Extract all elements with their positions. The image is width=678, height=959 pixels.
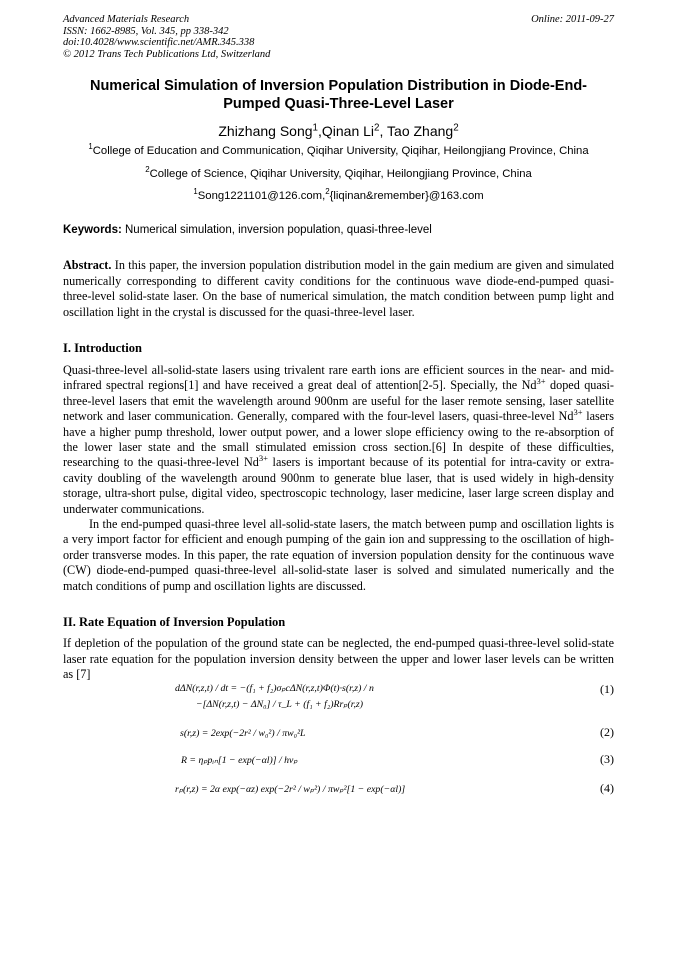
email-2: {liqinan&remember}@163.com — [329, 190, 484, 203]
email-1: Song1221101@126.com, — [197, 190, 326, 203]
equation-1-number: (1) — [600, 682, 614, 697]
author-2: ,Qinan Li — [318, 123, 375, 140]
equation-3-number: (3) — [600, 752, 614, 767]
equation-2: s(r,z) = 2exp(−2r² / w₀²) / πw₀²L — [180, 728, 306, 740]
paper-page — [63, 14, 614, 821]
abstract-text: In this paper, the inversion population distribution model in the gain medium are given and simulated numerically corresponding to different cavity conditions for the continuous wave diode-end-pumped quasi-three-level solid-state laser. On the base of numerical simulation, the match condition between pump light and oscillation light in the crystal is discussed for the quasi-three-level laser. — [63, 258, 614, 319]
abstract-label: Abstract. — [63, 258, 112, 273]
equation-4-number: (4) — [600, 781, 614, 796]
author-list — [63, 122, 614, 140]
author-3: , Tao Zhang — [379, 123, 454, 140]
keywords — [63, 223, 614, 237]
keywords-text: Numerical simulation, inversion population, quasi-three-level — [121, 224, 432, 237]
author-3-affil: 2 — [453, 122, 459, 134]
doi-line: doi:10.4028/www.scientific.net/AMR.345.338 — [63, 37, 255, 49]
journal-header — [63, 14, 614, 60]
equation-4: rₚ(r,z) = 2α exp(−αz) exp(−2r² / wₚ²) / πwₚ²[1 − exp(−αl)] — [175, 784, 406, 796]
equation-1-line-2: −[ΔN(r,z,t) − ΔN₀] / τ_L + (f₁ + f₂)Rrₚ(r,z) — [196, 699, 364, 711]
affiliation-1: $^1$College of Education and Communication, Qiqihar University, Qiqihar, Heilongjiang Province, China — [88, 142, 589, 158]
journal-name: Advanced Materials Research — [63, 14, 190, 25]
issn-line: ISSN: 1662-8985, Vol. 345, pp 338-342 — [63, 25, 229, 37]
equation-2-number: (2) — [600, 725, 614, 740]
equation-3: R = ηₚpᵢₙ[1 − exp(−αl)] / hνₚ — [181, 755, 298, 767]
section-heading-rate-equation: II. Rate Equation of Inversion Population — [63, 615, 286, 630]
intro-paragraph-2: In the end-pumped quasi-three level all-solid-state lasers, the match between pump and oscillation lights is a very import factor for efficient and enough pumping of the gain ion and suppressing to the oscillation of high-order transverse modes. In this paper, the rate equation of inversion population density for the continuous wave (CW) diode-end-pumped quasi-three-level all-solid-state laser is solved and simulated numerically and the match conditions of pump and oscillation lights are discussed. — [63, 517, 614, 593]
intro-paragraph-1: Quasi-three-level all-solid-state lasers using trivalent rare earth ions are efficient sources in the near- and mid-infrared spectral regions[1] and have received a great deal of attention[2-5]. Specially, the $Nd^{3+}$ doped quasi-three-level lasers that emit the wavelength around 900nm are useful for the laser remote sensing, laser satellite network and laser communication. Generally, compared with the four-level lasers, quasi-three-level $Nd^{3+}$ lasers have a higher pump threshold, lower output power, and a lower slope efficiency owing to the re-absorption of the lower laser state and the small stimulated emission cross section.[6] In despite of these difficulties, researching to the quasi-three-level $Nd^{3+}$ lasers is important because of its potential for intra-cavity or extra-cavity doubling of the wavelength around 900nm to generate blue laser, that is used widely in high-density storage, ultra-short pulse, digital video, spectroscopic technology, laser medicine, laser large screen display and underwater communications. — [63, 363, 614, 516]
section-heading-introduction: I. Introduction — [63, 341, 142, 355]
abstract — [63, 258, 614, 320]
keywords-label: Keywords: — [63, 224, 122, 237]
affiliation-2: $^2$College of Science, Qiqihar University, Qiqihar, Heilongjiang Province, China — [145, 165, 532, 181]
copyright-line: © 2012 Trans Tech Publications Ltd, Switzerland — [63, 48, 271, 60]
equations-block — [63, 681, 614, 821]
rate-equation-paragraph: If depletion of the population of the ground state can be neglected, the end-pumped quasi-three-level solid-state laser rate equation for the population inversion density between the upper and lower laser levels can be written as [7] — [63, 636, 614, 681]
online-date: Online: 2011-09-27 — [531, 14, 614, 25]
equation-1-line-1: dΔN(r,z,t) / dt = −(f₁ + f₂)σₚcΔN(r,z,t)Φ(t)·s(r,z) / n — [175, 683, 374, 695]
author-2-affil: 2 — [374, 122, 380, 134]
author-1: Zhizhang Song — [218, 123, 313, 140]
paper-title: Numerical Simulation of Inversion Population Distribution in Diode-End-Pumped Quasi-Three-Level Laser — [89, 78, 588, 113]
author-emails: $^1$Song1221101@126.com,$^2${liqinan&remember}@163.com — [193, 187, 484, 203]
author-1-affil: 1 — [312, 122, 318, 134]
